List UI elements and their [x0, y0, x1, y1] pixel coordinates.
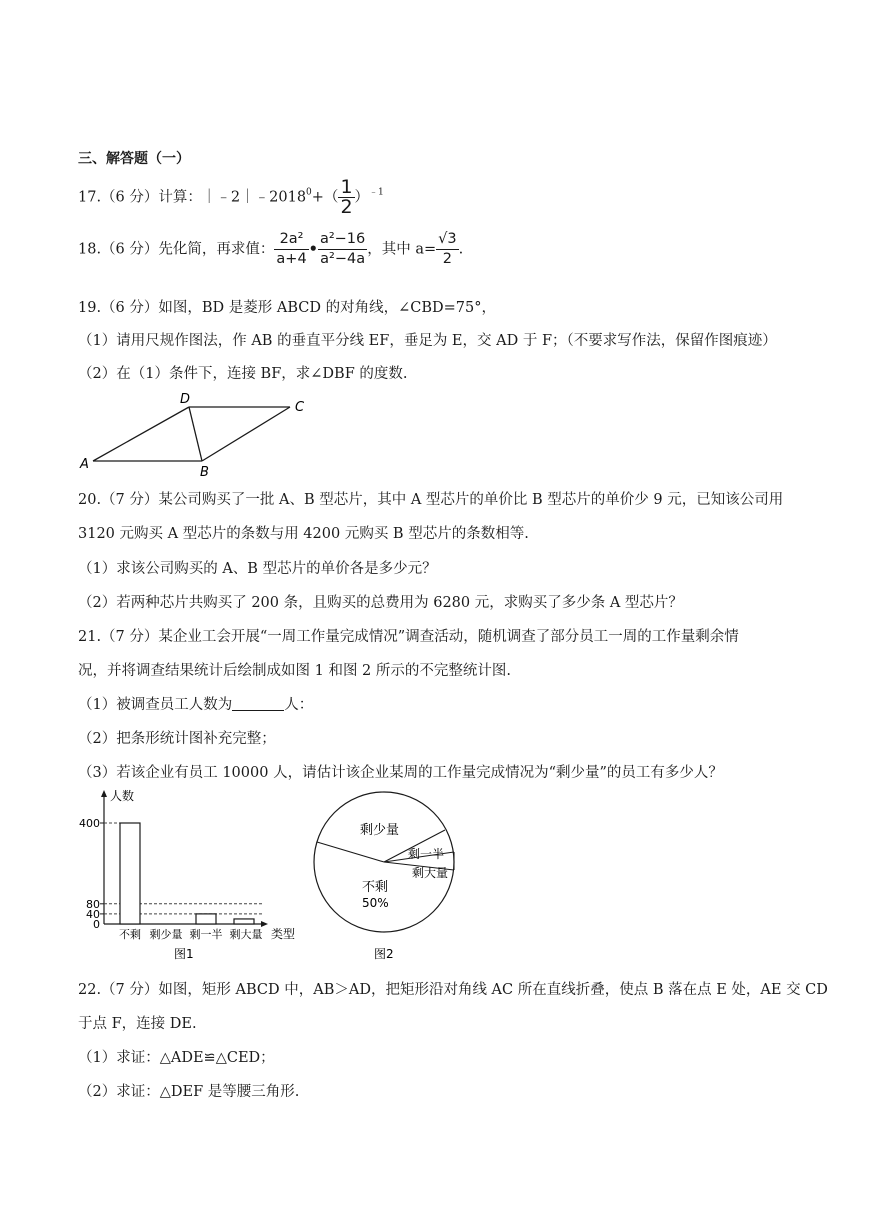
category-label-剩少量: 剩少量 [149, 928, 183, 941]
q21-stem-1: 21.（7 分）某企业工会开展“一周工作量完成情况”调查活动，随机调查了部分员工一周的工作量剩余情 [78, 629, 739, 645]
q18-f3-num: √3 [436, 230, 458, 250]
question-17 [78, 178, 384, 217]
y-tick-label-80: 80 [86, 897, 100, 911]
q22-stem-1: 22.（7 分）如图，矩形 ABCD 中，AB＞AD，把矩形沿对角线 AC 所在直线折叠，使点 B 落在点 E 处，AE 交 CD [78, 982, 828, 998]
bar-剩大量 [234, 919, 254, 924]
q21-p1-prefix: （1）被调查员工人数为 [78, 697, 233, 713]
bar-chart-figure-1 [74, 786, 314, 966]
q22-part-1: （1）求证：△ADE≌△CED； [78, 1050, 275, 1066]
q20-stem-1: 20.（7 分）某公司购买了一批 A、B 型芯片，其中 A 型芯片的单价比 B 型芯片的单价少 9 元，已知该公司用 [78, 492, 784, 508]
q18-end: . [458, 241, 464, 258]
answer-blank [232, 696, 284, 711]
figure-1-caption: 图1 [174, 947, 194, 961]
q17-frac-num: 1 [340, 176, 353, 198]
q21-stem-2: 况，并将调查结果统计后绘制成如图 1 和图 2 所示的不完整统计图. [78, 663, 511, 679]
q18-f3-den: 2 [442, 251, 453, 267]
vertex-label-b: B [200, 465, 209, 480]
q17-close: ） [354, 189, 370, 206]
q20-part-2: （2）若两种芯片共购买了 200 条，且购买的总费用为 6280 元，求购买了多少条 A 型芯片？ [78, 595, 683, 611]
vertex-label-d: D [180, 392, 191, 407]
pie-label-shengshaoliang: 剩少量 [360, 823, 400, 838]
vertex-label-c: C [295, 400, 305, 415]
q18-f2-num: a²−16 [318, 230, 367, 250]
section-title: 三、解答题（一） [78, 151, 190, 167]
pie-label-shengyiban: 剩一半 [408, 847, 445, 861]
pie-label-busheng: 不剩 [362, 880, 389, 895]
question-18 [78, 230, 463, 269]
pie-percent-label: 50% [362, 896, 389, 910]
x-axis-arrow [261, 921, 268, 927]
q18-mid: ，其中 a= [367, 241, 437, 258]
q21-p1-suffix: 人： [284, 697, 314, 713]
q19-part-1: （1）请用尺规作图法，作 AB 的垂直平分线 EF，垂足为 E，交 AD 于 F；（不要求写作法，保留作图痕迹） [78, 333, 777, 349]
q21-part-1 [78, 693, 313, 714]
figure-2-caption: 图2 [374, 947, 394, 961]
y-tick-label-0: 0 [93, 918, 100, 931]
category-label-不剩: 不剩 [119, 928, 141, 941]
rhombus-figure [76, 390, 326, 480]
category-label-剩大量: 剩大量 [229, 928, 263, 941]
q17-prefix: 17.（6 分）计算： [78, 189, 202, 206]
y-axis-arrow [101, 790, 107, 797]
y-tick-label-40: 40 [86, 907, 100, 921]
q18-f1-num: 2a² [274, 230, 308, 250]
pie-divider-1 [317, 842, 384, 862]
q17-fraction [338, 178, 354, 217]
q18-fraction-3 [436, 230, 458, 269]
q22-stem-2: 于点 F，连接 DE. [78, 1016, 197, 1032]
q17-neg-exponent: ﹣1 [369, 187, 384, 198]
q17-zero-exponent: 0 [306, 187, 312, 198]
q18-dot: • [308, 240, 318, 258]
q20-part-1: （1）求该公司购买的 A、B 型芯片的单价各是多少元？ [78, 561, 437, 577]
q17-minus: ﹣2018 [254, 189, 307, 206]
q20-stem-2: 3120 元购买 A 型芯片的条数与用 4200 元购买 B 型芯片的条数相等. [78, 526, 529, 542]
q17-frac-den: 2 [340, 196, 353, 218]
pie-chart-figure-2 [312, 790, 472, 966]
q18-fraction-2 [318, 230, 367, 269]
q18-f1-den: a+4 [276, 251, 307, 267]
category-label-剩一半: 剩一半 [189, 928, 223, 941]
x-axis-label: 类型 [271, 927, 296, 941]
q21-part-3: （3）若该企业有员工 10000 人，请估计该企业某周的工作量完成情况为“剩少量”的员工有多少人？ [78, 765, 723, 781]
bar-不剩 [120, 823, 140, 924]
bar-剩一半 [196, 914, 216, 924]
y-tick-label-400: 400 [79, 817, 100, 830]
q18-fraction-1 [274, 230, 308, 269]
pie-label-shengdaliang: 剩大量 [412, 866, 449, 880]
vertex-label-a: A [80, 457, 89, 472]
q17-abs: ｜﹣2｜ [201, 189, 255, 206]
q21-part-2: （2）把条形统计图补充完整； [78, 731, 276, 747]
q17-plus: +（ [311, 189, 339, 206]
q19-stem: 19.（6 分）如图，BD 是菱形 ABCD 的对角线，∠CBD=75°， [78, 300, 496, 316]
y-axis-label: 人数 [110, 789, 135, 803]
q18-f2-den: a²−4a [320, 251, 366, 267]
q19-part-2: （2）在（1）条件下，连接 BF，求∠DBF 的度数. [78, 366, 408, 382]
q18-prefix: 18.（6 分）先化简，再求值： [78, 241, 275, 258]
q22-part-2: （2）求证：△DEF 是等腰三角形. [78, 1084, 300, 1100]
